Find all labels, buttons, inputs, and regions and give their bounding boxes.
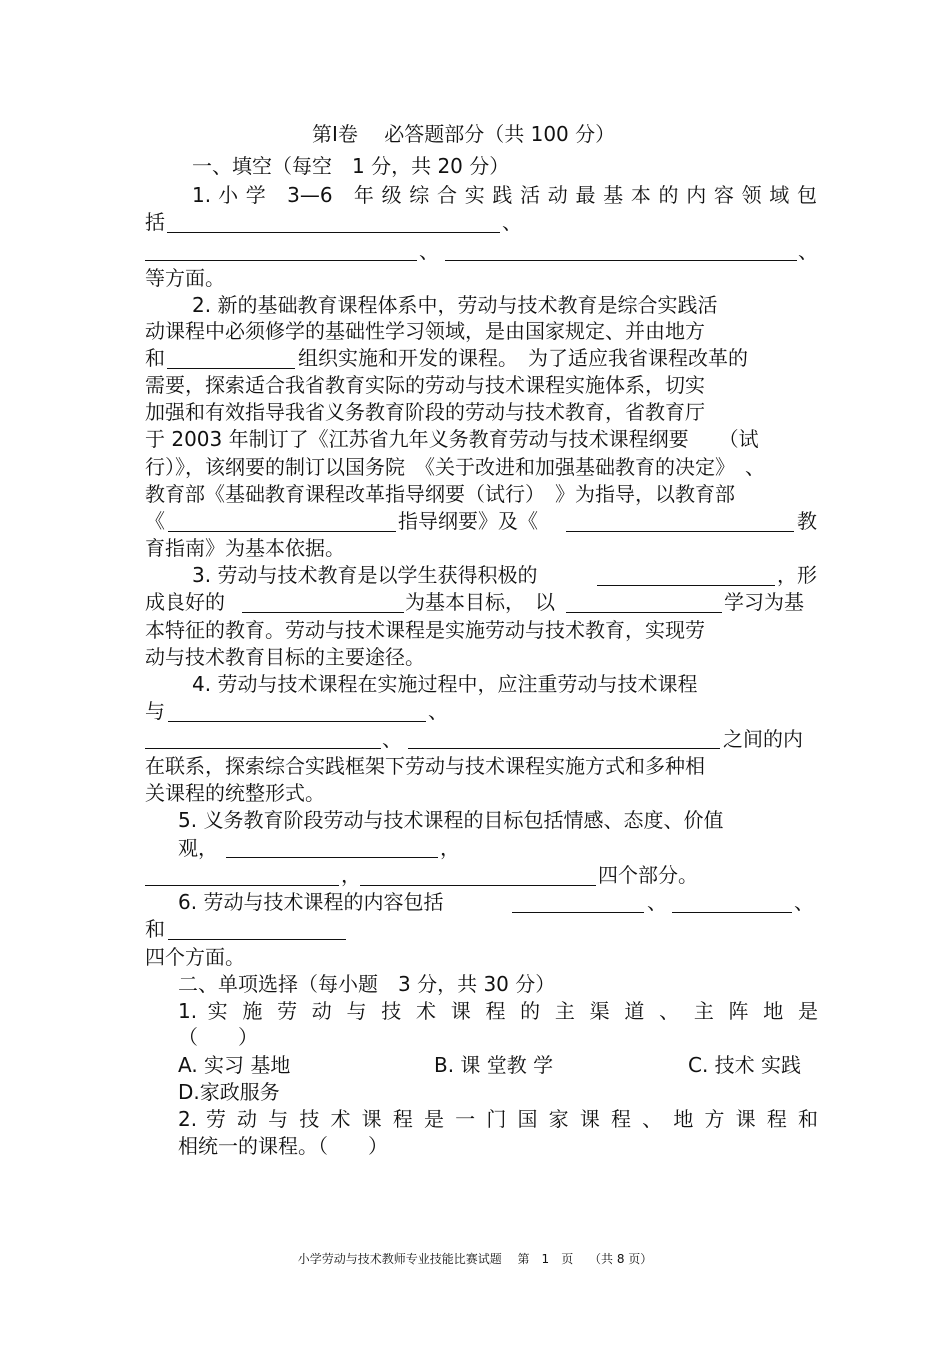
q4-sep: 、 xyxy=(382,727,402,751)
q4-blank-3[interactable] xyxy=(408,748,720,749)
q5-blank-3[interactable] xyxy=(360,885,596,886)
q2-line2: 动课程中必须修学的基础性学习领域，是由国家规定、并由地方 xyxy=(145,319,705,343)
q3-line2c: 学习为基 xyxy=(724,590,804,614)
q6-blank-2[interactable] xyxy=(672,912,792,913)
mc1-stem: 1. 实 施 劳 动 与 技 术 课 程 的 主 渠 道 、 主 阵 地 是 xyxy=(178,999,818,1023)
q2-line6: 于 2003 年制订了《江苏省九年义务教育劳动与技术课程纲要 （试 xyxy=(145,427,759,451)
footer-page-label: 第 xyxy=(517,1252,530,1266)
q1-line1: 1. 小 学 3—6 年 级 综 合 实 践 活 动 最 基 本 的 内 容 领 域 包 xyxy=(192,183,817,207)
q2-line3b: 组织实施和开发的课程。 为了适应我省课程改革的 xyxy=(298,346,748,370)
q5-line1: 5. 义务教育阶段劳动与技术课程的目标包括情感、态度、价值 xyxy=(178,808,724,832)
q2-line9c: 教 xyxy=(797,509,817,533)
q1-end: 等方面。 xyxy=(145,266,225,290)
q2-line3a: 和 xyxy=(145,346,165,370)
q5-comma: ， xyxy=(341,863,361,887)
footer-page-number: 1 xyxy=(541,1252,550,1266)
q1-blank-3[interactable] xyxy=(445,260,797,261)
q3-blank-2[interactable] xyxy=(242,612,404,613)
q4-line3b: 之间的内 xyxy=(723,727,803,751)
q4-blank-2[interactable] xyxy=(145,748,381,749)
q2-line8: 教育部《基础教育课程改革指导纲要（试行） 》为指导，以教育部 xyxy=(145,482,735,506)
q3-line2a: 成良好的 xyxy=(145,590,225,614)
q5-blank-1[interactable] xyxy=(226,857,438,858)
page-footer xyxy=(0,1250,950,1267)
q4-line5: 关课程的统整形式。 xyxy=(145,781,325,805)
q3-blank-3[interactable] xyxy=(566,612,722,613)
q2-line7: 行）》，该纲要的制订以国务院 《关于改进和加强基础教育的决定》 、 xyxy=(145,455,765,479)
mc2-stem: 2. 劳 动 与 技 术 课 程 是 一 门 国 家 课 程 、 地 方 课 程 和 xyxy=(178,1107,818,1131)
q2-line9b: 指导纲要》及《 xyxy=(398,509,538,533)
mc1-option-a[interactable]: A. 实习 基地 xyxy=(178,1053,291,1077)
q1-prefix: 括 xyxy=(145,210,165,234)
q5-blank-2[interactable] xyxy=(145,885,339,886)
q3-line3: 本特征的教育。劳动与技术课程是实施劳动与技术教育，实现劳 xyxy=(145,618,705,642)
mc1-option-c[interactable]: C. 技术 实践 xyxy=(688,1053,802,1077)
q3-line1b: ，形 xyxy=(777,563,817,587)
q2-blank-2[interactable] xyxy=(168,531,396,532)
q1-blank-1[interactable] xyxy=(167,232,500,233)
q4-line2a: 与 xyxy=(145,699,165,723)
q2-blank-1[interactable] xyxy=(167,368,295,369)
q6-end: 四个方面。 xyxy=(145,945,245,969)
q1-sep: 、 xyxy=(798,239,818,263)
q4-line1: 4. 劳动与技术课程在实施过程中，应注重劳动与技术课程 xyxy=(192,672,698,696)
q2-line1: 2. 新的基础教育课程体系中，劳动与技术教育是综合实践活 xyxy=(192,293,718,317)
section2-heading: 二、单项选择（每小题 3 分，共 30 分） xyxy=(178,972,556,996)
q6-sep: 、 xyxy=(647,890,667,914)
q6-blank-3[interactable] xyxy=(168,939,346,940)
q6-sep: 、 xyxy=(794,890,814,914)
q6-line2a: 和 xyxy=(145,917,165,941)
footer-exam-title: 小学劳动与技术教师专业技能比赛试题 xyxy=(297,1252,502,1266)
q5-line2a: 观， xyxy=(178,836,218,860)
footer-total-pages: （共 8 页） xyxy=(589,1252,653,1266)
q3-line1a: 3. 劳动与技术教育是以学生获得积极的 xyxy=(192,563,538,587)
q4-blank-1[interactable] xyxy=(168,721,426,722)
mc1-answer-paren[interactable]: （ ） xyxy=(178,1025,258,1049)
mc1-option-d[interactable]: D.家政服务 xyxy=(178,1080,280,1104)
q3-blank-1[interactable] xyxy=(597,585,775,586)
q3-line4: 动与技术教育目标的主要途径。 xyxy=(145,645,425,669)
q2-line10: 育指南》为基本依据。 xyxy=(145,536,345,560)
q3-line2b: 为基本目标， 以 xyxy=(405,590,555,614)
q2-line9a: 《 xyxy=(145,509,165,533)
page-title: 第Ⅰ卷 必答题部分（共 100 分） xyxy=(312,122,616,146)
q4-sep: 、 xyxy=(428,699,448,723)
mc1-option-b[interactable]: B. 课 堂教 学 xyxy=(434,1053,554,1077)
mc2-line2[interactable]: 相统一的课程。（ ） xyxy=(178,1134,388,1158)
q2-line5: 加强和有效指导我省义务教育阶段的劳动与技术教育，省教育厅 xyxy=(145,400,705,424)
q1-sep: 、 xyxy=(502,210,522,234)
q6-line1: 6. 劳动与技术课程的内容包括 xyxy=(178,890,444,914)
q5-comma: ， xyxy=(440,836,460,860)
q4-line4: 在联系，探索综合实践框架下劳动与技术课程实施方式和多种相 xyxy=(145,754,705,778)
q2-blank-3[interactable] xyxy=(566,531,794,532)
q1-sep: 、 xyxy=(419,239,439,263)
section1-heading: 一、填空（每空 1 分，共 20 分） xyxy=(192,154,510,178)
footer-page-suffix: 页 xyxy=(561,1252,574,1266)
q6-blank-1[interactable] xyxy=(512,912,644,913)
q2-line4: 需要，探索适合我省教育实际的劳动与技术课程实施体系，切实 xyxy=(145,373,705,397)
q5-line3b: 四个部分。 xyxy=(598,863,698,887)
q1-blank-2[interactable] xyxy=(145,260,417,261)
